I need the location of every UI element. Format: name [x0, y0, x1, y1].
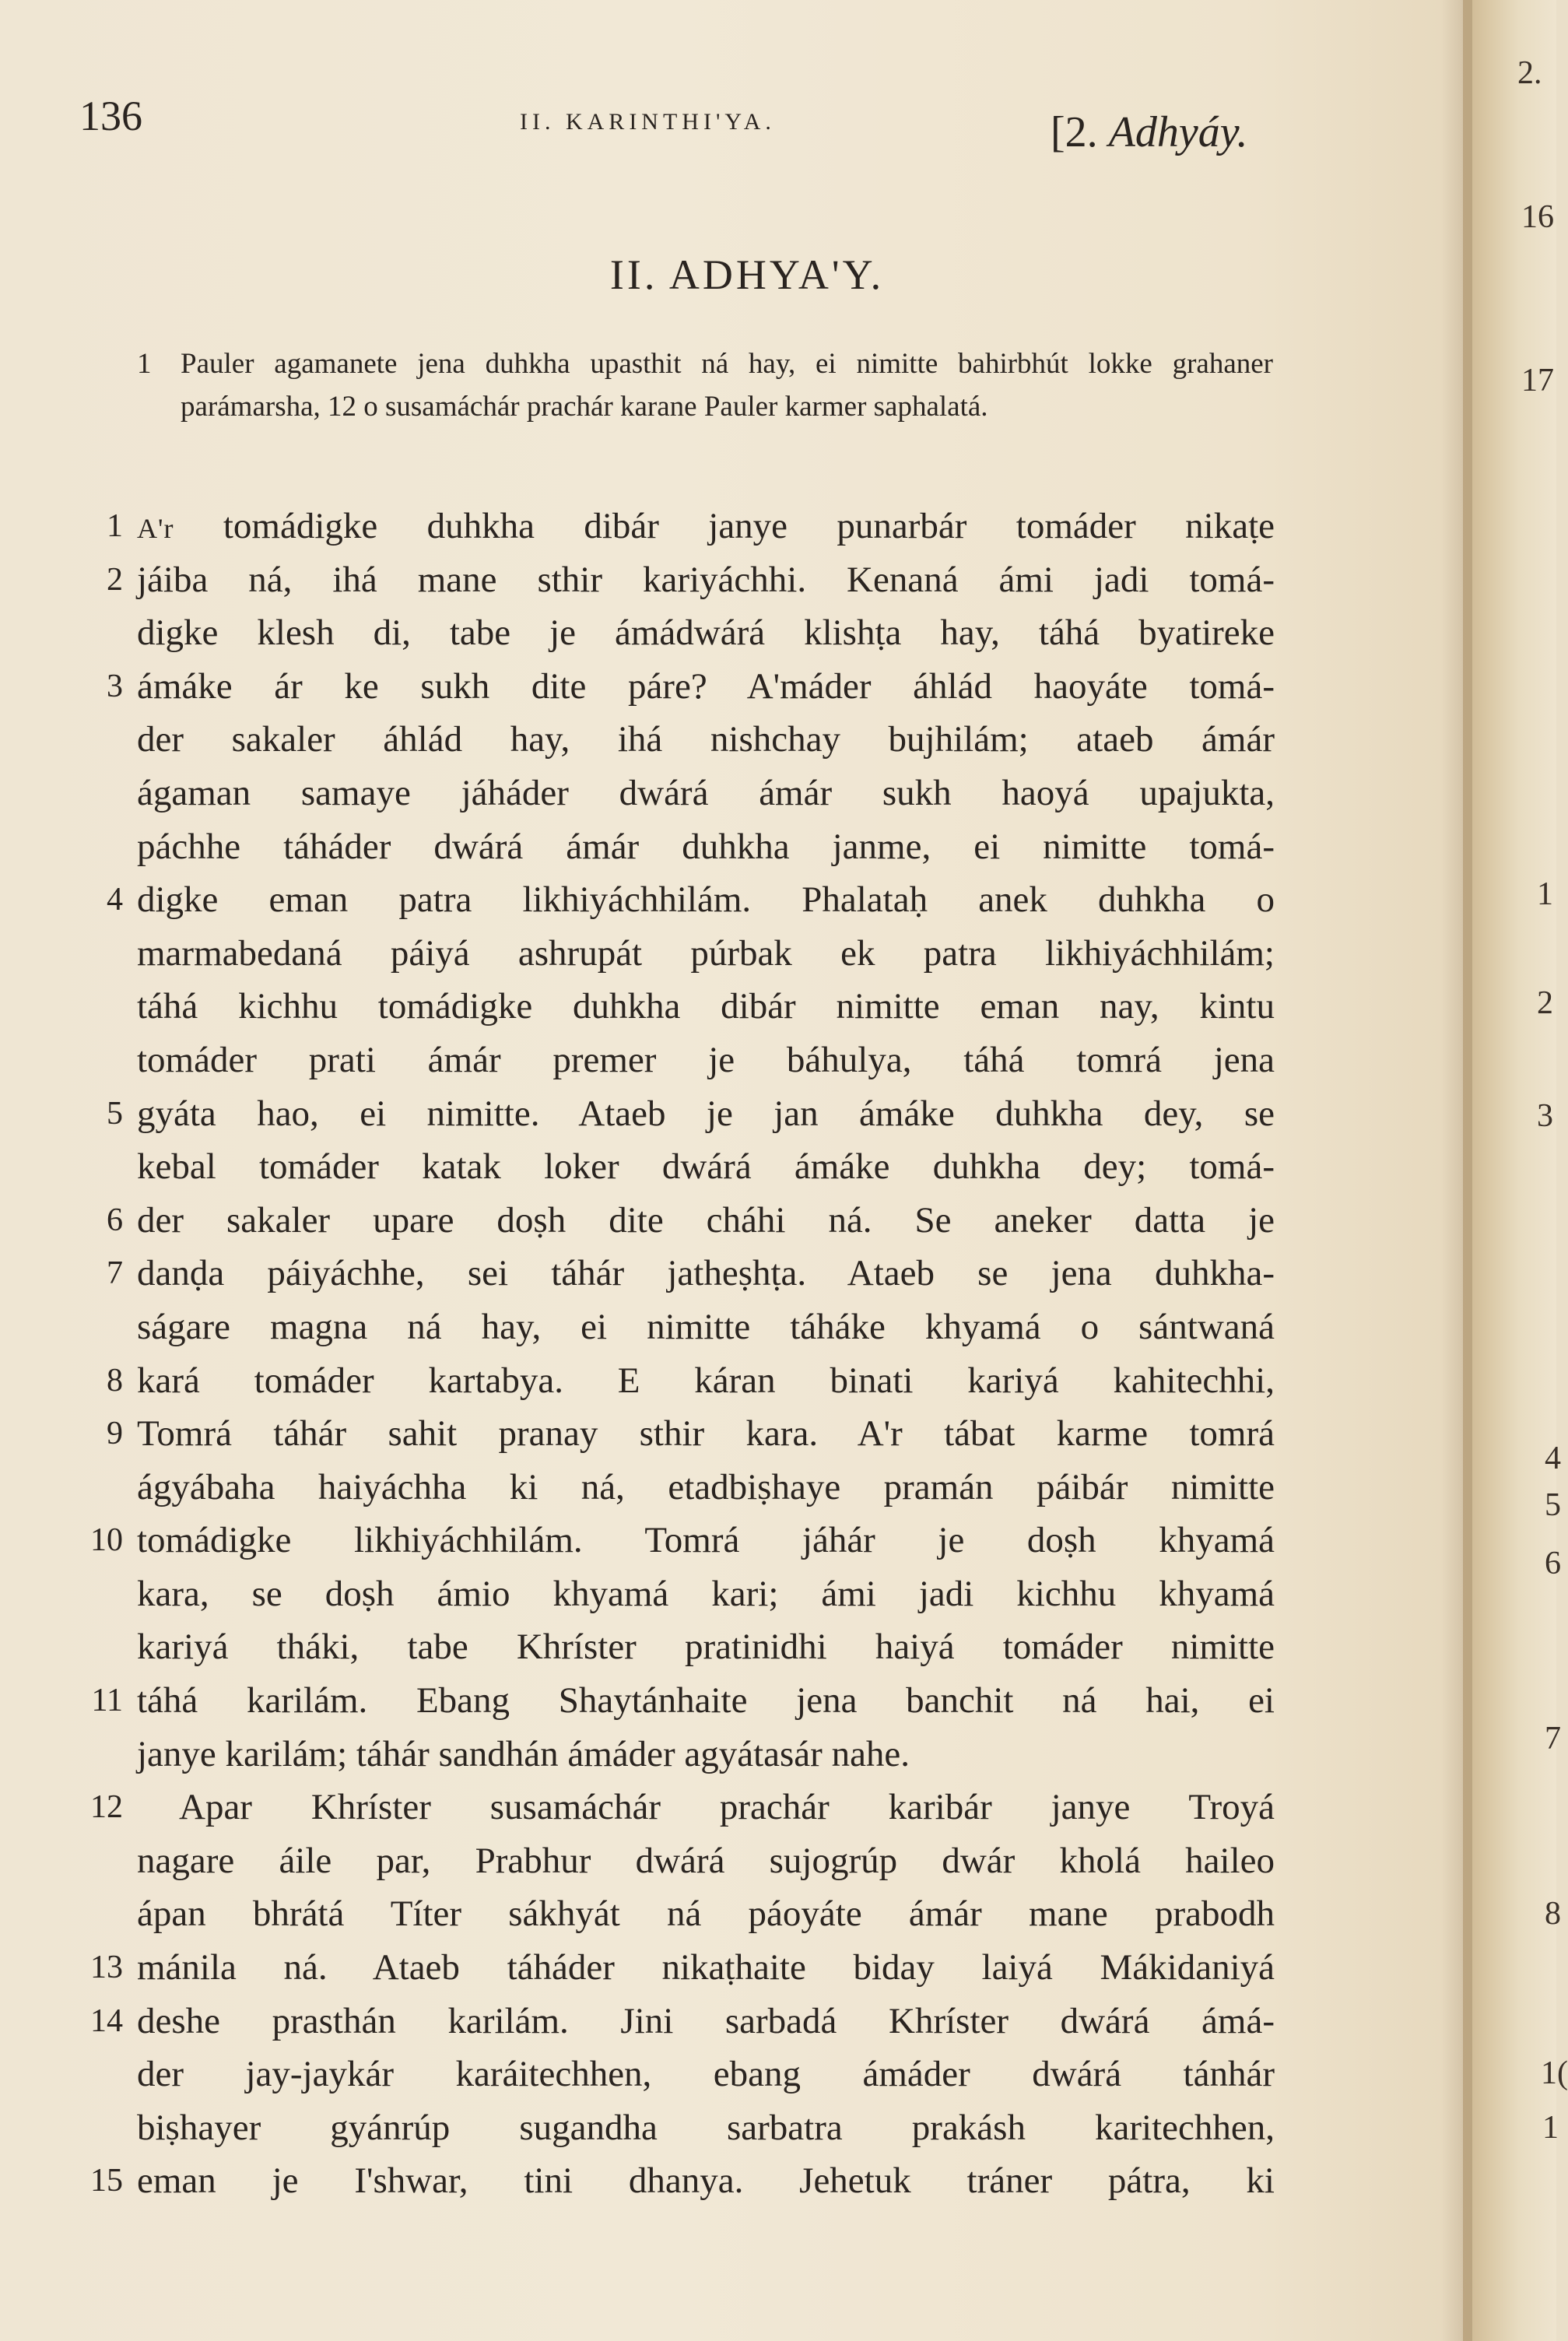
running-title: II. KARINTHI'YA.	[520, 109, 776, 135]
page-number: 136	[79, 93, 142, 139]
verse-number: 8	[107, 1362, 123, 1399]
text-line	[0, 1674, 1463, 1728]
facing-page-numeral: 6	[1545, 1546, 1561, 1581]
text-line	[0, 820, 1463, 874]
line-text: ápan bhrátá Títer sákhyát ná páoyáte ámár mane prabodh	[137, 1894, 1275, 1935]
line-text: kará tomáder kartabya. E káran binati kariyá kahitechhi,	[137, 1360, 1275, 1401]
facing-page-numeral: 17	[1521, 363, 1554, 398]
text-line	[0, 1407, 1463, 1461]
line-text: biṣhayer gyánrúp sugandha sarbatra prakásh karitechhen,	[137, 2107, 1275, 2148]
line-text: tomádigke likhiyáchhilám. Tomrá jáhár je doṣh khyamá	[137, 1520, 1275, 1561]
text-line	[0, 873, 1463, 927]
line-text: ágaman samaye jáháder dwárá ámár sukh haoyá upajukta,	[137, 772, 1275, 813]
line-text: janye karilám; táhár sandhán ámáder agyátasár nahe.	[137, 1733, 910, 1774]
verse-number: 4	[107, 882, 123, 918]
verse-number: 2	[107, 561, 123, 598]
line-text: Tomrá táhár sahit pranay sthir kara. A'r tábat karme tomrá	[137, 1413, 1275, 1455]
line-text: kebal tomáder katak loker dwárá ámáke duhkha dey; tomá-	[137, 1146, 1275, 1188]
verse-number: 9	[107, 1416, 123, 1452]
text-line	[0, 1620, 1463, 1674]
text-line	[0, 980, 1463, 1034]
line-text: gyáta hao, ei nimitte. Ataeb je jan ámáke duhkha dey, se	[137, 1093, 1275, 1134]
verse-number: 1	[107, 508, 123, 544]
line-text: kara, se doṣh ámio khyamá kari; ámi jadi kichhu khyamá	[137, 1573, 1275, 1614]
line-text: páchhe táháder dwárá ámár duhkha janme, ei nimitte tomá-	[137, 826, 1275, 867]
facing-page-numeral: 4	[1545, 1441, 1561, 1476]
facing-page-numeral: 1	[1542, 2110, 1559, 2146]
text-line	[0, 606, 1463, 660]
line-text: ságare magna ná hay, ei nimitte táháke khyamá o sántwaná	[137, 1306, 1275, 1347]
line-text: deshe prasthán karilám. Jini sarbadá Khríster dwárá ámá-	[137, 2000, 1275, 2041]
verse-number: 14	[90, 2002, 123, 2039]
text-line	[0, 1300, 1463, 1354]
page-fold-shadow	[1441, 0, 1472, 2341]
line-rest: tomádigke duhkha dibár janye punarbár tomáder nikaṭe	[174, 506, 1275, 546]
text-line	[0, 2101, 1463, 2155]
text-line	[0, 1354, 1463, 1408]
line-text: marmabedaná páiyá ashrupát púrbak ek patra likhiyáchhilám;	[137, 932, 1275, 974]
facing-page-numeral: 7	[1545, 1721, 1561, 1757]
line-text: der jay-jaykár karáitechhen, ebang ámáder dwárá tánhár	[137, 2054, 1275, 2095]
facing-page-numeral: 2	[1537, 985, 1553, 1021]
text-line	[0, 1567, 1463, 1621]
line-text: tomáder prati ámár premer je báhulya, táhá tomrá jena	[137, 1039, 1275, 1080]
line-text: ámáke ár ke sukh dite páre? A'máder áhlád haoyáte tomá-	[137, 665, 1275, 707]
facing-page-numeral: 2.	[1517, 55, 1542, 91]
text-line	[0, 660, 1463, 714]
line-text: danḍa páiyáchhe, sei táhár jatheṣhṭa. Ataeb se jena duhkha-	[137, 1253, 1275, 1294]
chapter-ref-word: Adhyáy.	[1108, 108, 1248, 156]
chapter-reference	[1051, 107, 1247, 157]
line-text: eman je I'shwar, tini dhanya. Jehetuk tráner pátra, ki	[137, 2160, 1275, 2202]
verse-number: 6	[107, 1202, 123, 1238]
line-text: nagare áile par, Prabhur dwárá sujogrúp dwár kholá haileo	[137, 1840, 1275, 1881]
verse-number: 15	[90, 2163, 123, 2199]
facing-page-edge	[1463, 0, 1568, 2341]
text-line	[0, 1781, 1463, 1834]
text-line	[0, 1514, 1463, 1567]
facing-page-numeral: 1	[1537, 876, 1553, 912]
verse-number: 12	[90, 1789, 123, 1826]
line-text: táhá karilám. Ebang Shaytánhaite jena banchit ná hai, ei	[137, 1680, 1275, 1722]
text-line	[0, 500, 1463, 553]
line-text: der sakaler upare doṣh dite cháhi ná. Se aneker datta je	[137, 1199, 1275, 1241]
text-line	[0, 767, 1463, 820]
line-text: digke klesh di, tabe je ámádwárá klishṭa hay, táhá byatireke	[137, 612, 1275, 654]
text-line	[0, 1194, 1463, 1248]
text-line	[0, 1728, 1463, 1781]
opening-word: A'r	[137, 513, 174, 544]
text-line	[0, 1087, 1463, 1141]
text-line	[0, 1834, 1463, 1888]
line-text: kariyá tháki, tabe Khríster pratinidhi haiyá tomáder nimitte	[137, 1627, 1275, 1668]
text-line	[0, 1247, 1463, 1300]
chapter-title: II. ADHYA'Y.	[609, 251, 885, 298]
text-line	[0, 2154, 1463, 2208]
verse-number: 3	[107, 668, 123, 704]
facing-page-numeral: 16	[1521, 199, 1554, 235]
line-text: Apar Khríster susamáchár prachár karibár janye Troyá	[179, 1787, 1275, 1828]
line-text: mánila ná. Ataeb táháder nikaṭhaite biday laiyá Mákidaniyá	[137, 1947, 1275, 1988]
verse-number: 7	[107, 1255, 123, 1292]
line-text: táhá kichhu tomádigke duhkha dibár nimitte eman nay, kintu	[137, 986, 1275, 1027]
facing-page-numeral: 5	[1545, 1487, 1561, 1523]
facing-page-numeral: 8	[1545, 1896, 1561, 1932]
verse-number: 5	[107, 1095, 123, 1132]
text-line	[0, 1887, 1463, 1941]
facing-page-numeral: 1(	[1541, 2055, 1568, 2091]
text-line	[0, 2048, 1463, 2101]
verse-number: 10	[90, 1522, 123, 1559]
summary-number: 1	[137, 348, 152, 380]
chapter-summary	[137, 342, 1273, 428]
text-line	[0, 553, 1463, 607]
text-line	[0, 1034, 1463, 1087]
chapter-body	[0, 500, 1463, 2208]
line-text: jáiba ná, ihá mane sthir kariyáchhi. Kenaná ámi jadi tomá-	[137, 559, 1275, 600]
chapter-ref-prefix: [2.	[1051, 108, 1109, 156]
line-text: ágyábaha haiyáchha ki ná, etadbiṣhaye pramán páibár nimitte	[137, 1466, 1275, 1507]
text-line	[0, 1995, 1463, 2048]
text-line	[0, 1461, 1463, 1514]
summary-text: Pauler agamanete jena duhkha upasthit ná hay, ei nimitte bahirbhút lokke grahaner parámarsha, 12 o susamáchár prachár karane Pauler karmer saphalatá.	[181, 348, 1273, 423]
line-text: digke eman patra likhiyáchhilám. Phalataḥ anek duhkha o	[137, 879, 1275, 921]
verse-number: 13	[90, 1950, 123, 1986]
line-text	[137, 500, 1275, 556]
line-text: der sakaler áhlád hay, ihá nishchay bujhilám; ataeb ámár	[137, 719, 1275, 760]
text-line	[0, 1941, 1463, 1995]
text-line	[0, 713, 1463, 767]
verse-number: 11	[91, 1683, 123, 1719]
text-line	[0, 1140, 1463, 1194]
text-line	[0, 927, 1463, 981]
facing-page-numeral: 3	[1537, 1098, 1553, 1134]
